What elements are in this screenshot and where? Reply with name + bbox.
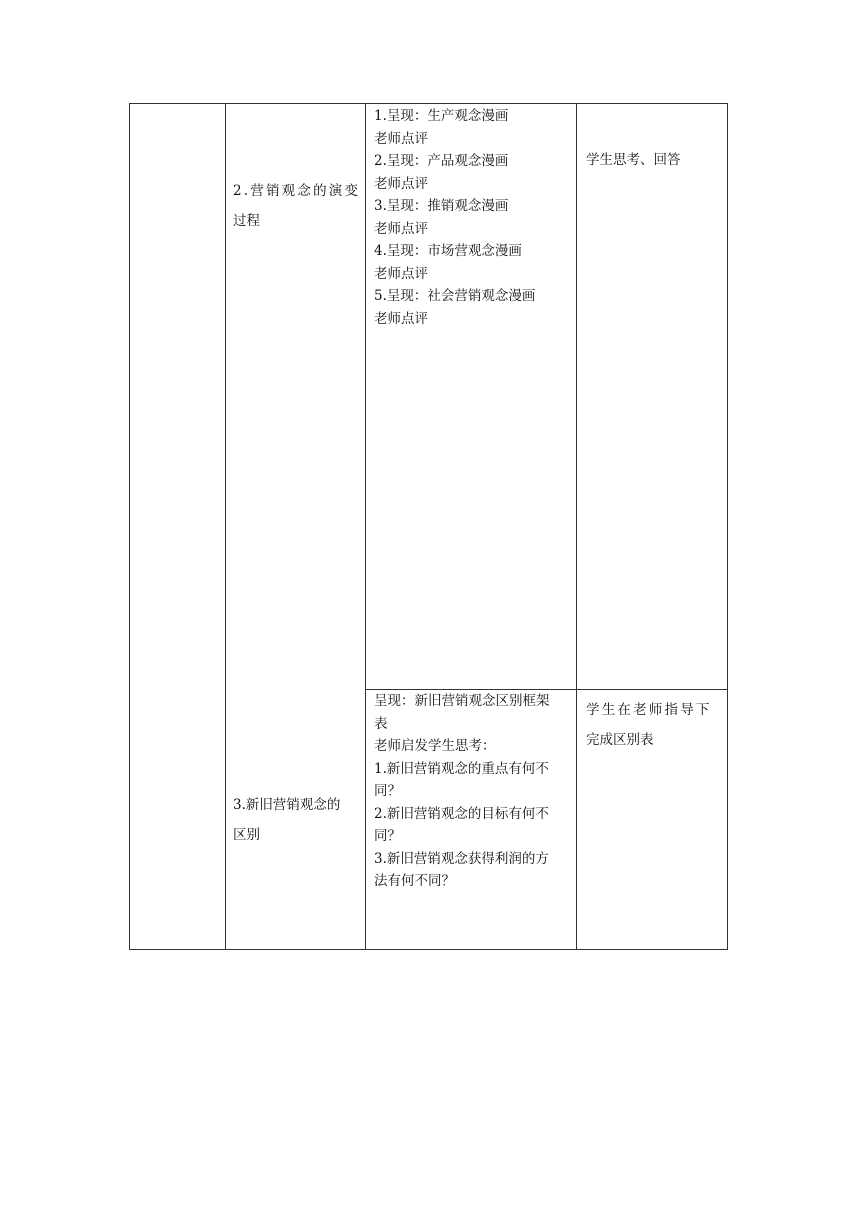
teacher-activity-cell-evolution bbox=[365, 103, 577, 690]
teacher-line: 4.呈现：市场营观念漫画 bbox=[374, 243, 522, 259]
topic-line: 3.新旧营销观念的 bbox=[233, 797, 341, 813]
teacher-line: 1.呈现：生产观念漫画 bbox=[374, 108, 509, 124]
teacher-line: 呈现：新旧营销观念区别框架 bbox=[374, 693, 550, 709]
student-activity-cell-evolution bbox=[576, 103, 728, 690]
teacher-activity-cell-difference bbox=[365, 689, 577, 950]
teacher-line: 5.呈现：社会营销观念漫画 bbox=[374, 288, 536, 304]
student-line: 学生思考、回答 bbox=[586, 152, 681, 168]
teacher-line: 老师启发学生思考： bbox=[374, 738, 496, 754]
topic-text-difference bbox=[233, 790, 340, 850]
teacher-line: 同？ bbox=[374, 828, 401, 844]
teacher-line: 老师点评 bbox=[374, 175, 428, 192]
topic-cell-difference bbox=[225, 689, 366, 950]
teacher-line: 3.呈现：推销观念漫画 bbox=[374, 198, 509, 214]
teacher-line: 同？ bbox=[374, 783, 401, 799]
topic-line: 过程 bbox=[233, 213, 260, 229]
teacher-activity-text-evolution bbox=[374, 105, 535, 330]
student-line: 学生在老师指导下 bbox=[586, 702, 712, 718]
student-activity-text-difference bbox=[586, 695, 712, 755]
teacher-line: 3.新旧营销观念获得利润的方 bbox=[374, 850, 549, 867]
student-line: 完成区别表 bbox=[586, 732, 654, 748]
student-activity-text-evolution bbox=[586, 149, 681, 172]
lesson-table bbox=[129, 103, 728, 950]
topic-text-evolution bbox=[233, 176, 360, 236]
topic-line: 2.营销观念的演变 bbox=[233, 183, 361, 199]
teacher-line: 老师点评 bbox=[374, 265, 428, 282]
topic-cell-evolution bbox=[225, 103, 366, 690]
teacher-line: 老师点评 bbox=[374, 130, 428, 147]
teacher-line: 表 bbox=[374, 715, 388, 732]
student-activity-cell-difference bbox=[576, 689, 728, 950]
teacher-line: 2.呈现：产品观念漫画 bbox=[374, 153, 509, 169]
teacher-line: 法有何不同？ bbox=[374, 873, 455, 889]
teacher-line: 2.新旧营销观念的目标有何不 bbox=[374, 805, 549, 822]
teacher-activity-text-difference bbox=[374, 690, 550, 893]
stage-column-cell bbox=[129, 103, 226, 950]
teacher-line: 1.新旧营销观念的重点有何不 bbox=[374, 760, 549, 777]
topic-line: 区别 bbox=[233, 827, 260, 843]
teacher-line: 老师点评 bbox=[374, 220, 428, 237]
teacher-line: 老师点评 bbox=[374, 310, 428, 327]
